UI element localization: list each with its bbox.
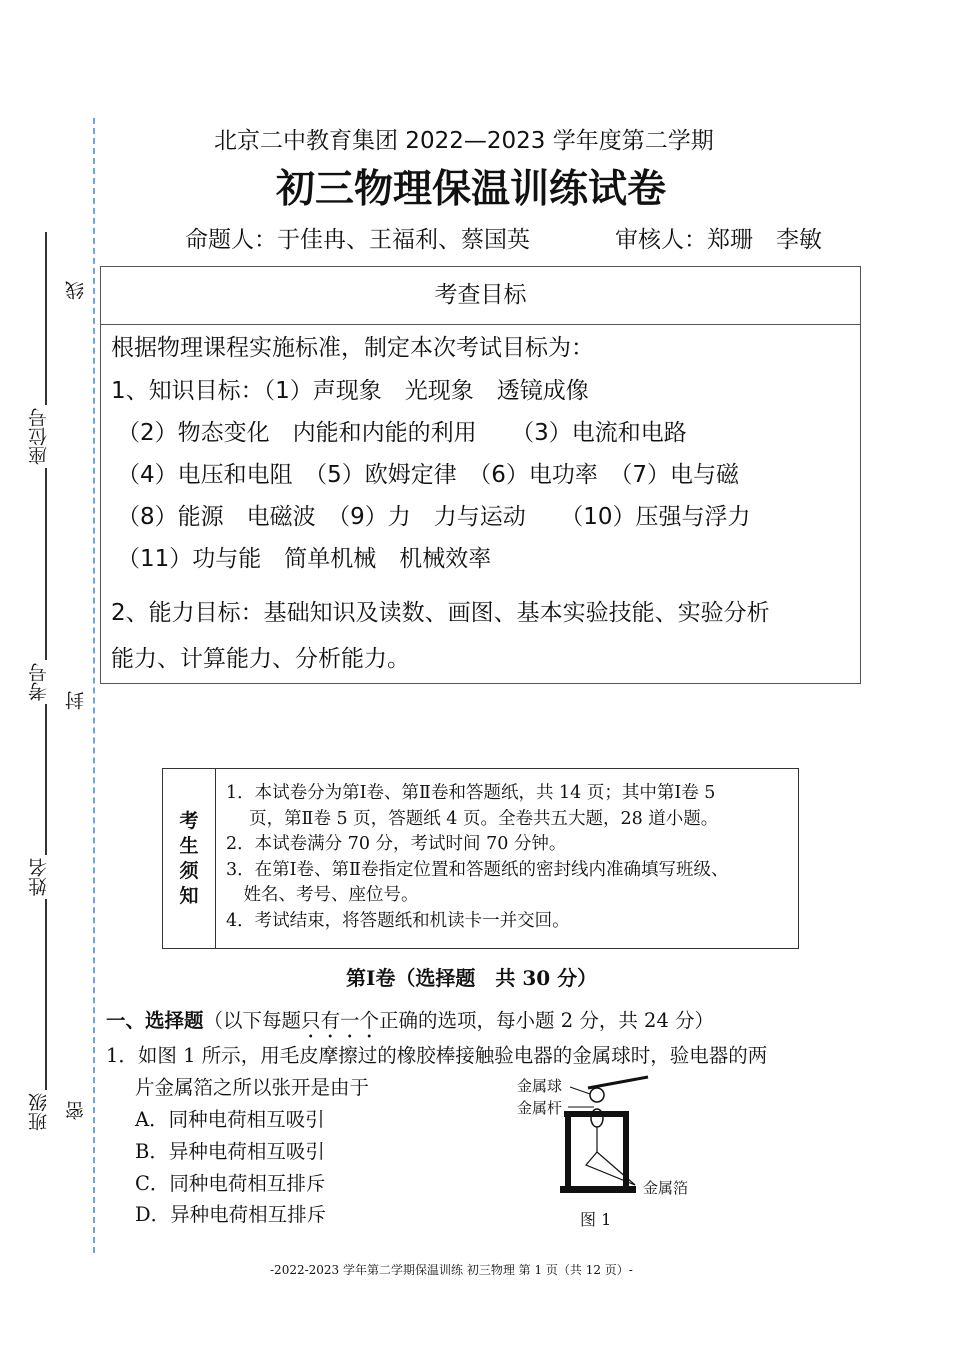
notice-box: [162, 768, 799, 949]
seal-mark-line: 线: [62, 278, 89, 303]
name-label: 姓名: [25, 855, 52, 899]
notice-items: [216, 769, 728, 948]
notice-item: 1．本试卷分为第Ⅰ卷、第Ⅱ卷和答题纸，共 14 页；其中第Ⅰ卷 5: [226, 783, 716, 803]
figure-caption: 图 1: [580, 1210, 612, 1229]
notice-label-char: 考: [179, 809, 199, 832]
seal-mark-seal: 封: [62, 688, 89, 713]
section-note: （以下每题: [203, 1009, 302, 1032]
notice-label-char: 生: [179, 834, 199, 857]
notice-item: 姓名、考号、座位号。: [226, 885, 419, 905]
notice-item: 页，第Ⅱ卷 5 页，答题纸 4 页。全卷共五大题，28 道小题。: [226, 808, 719, 829]
notice-label-char: 知: [179, 884, 199, 907]
seat-number-label: 座位号: [25, 405, 52, 468]
notice-label-char: 须: [179, 859, 199, 882]
objectives-box: [100, 266, 861, 684]
option-b: B．异种电荷相互吸引: [135, 1140, 325, 1163]
objective-line: 根据物理课程实施标准，制定本次考试目标为：: [111, 335, 594, 361]
notice-label: [163, 769, 216, 948]
figure-label-foil: 金属箔: [643, 1179, 689, 1197]
figure-label-ball: 金属球: [517, 1077, 563, 1095]
objective-line: 2、能力目标：基础知识及读数、画图、基本实验技能、实验分析: [111, 600, 770, 626]
objective-line: 1、知识目标：（1）声现象 光现象 透镜成像: [111, 378, 589, 404]
school-line: 北京二中教育集团 2022—2023 学年度第二学期: [214, 128, 714, 154]
figure-label-rod: 金属杆: [517, 1099, 563, 1117]
notice-item: 3．在第Ⅰ卷、第Ⅱ卷指定位置和答题纸的密封线内准确填写班级、: [226, 859, 729, 880]
question-stem: 1．如图 1 所示，用毛皮摩擦过的橡胶棒接触验电器的金属球时，验电器的两: [106, 1044, 768, 1067]
exam-title: 初三物理保温训练试卷: [276, 167, 667, 212]
page-footer: -2022-2023 学年第二学期保温训练 初三物理 第 1 页（共 12 页）-: [270, 1263, 633, 1277]
objective-line: （11）功与能 简单机械 机械效率: [117, 546, 492, 572]
class-label: 班级: [25, 1090, 52, 1134]
option-c: C．同种电荷相互排斥: [135, 1172, 326, 1195]
option-a: A．同种电荷相互吸引: [135, 1108, 325, 1131]
seal-mark-secret: 密: [62, 1098, 89, 1123]
section-note-emphasis: 只有一个: [301, 1009, 380, 1032]
section-label: 一、选择题: [106, 1009, 204, 1032]
authors: 命题人：于佳冉、王福利、蔡国英: [185, 227, 530, 253]
notice-item: 2．本试卷满分 70 分，考试时间 70 分钟。: [226, 834, 567, 854]
option-d: D．异种电荷相互排斥: [135, 1203, 327, 1226]
notice-item: 4．考试结束，将答题纸和机读卡一并交回。: [226, 910, 570, 931]
seal-dashed-line: [93, 118, 95, 1253]
objective-line: 能力、计算能力、分析能力。: [111, 646, 410, 672]
question-stem: 片金属箔之所以张开是由于: [135, 1076, 370, 1099]
objective-line: （4）电压和电阻 （5）欧姆定律 （6）电功率 （7）电与磁: [117, 462, 740, 488]
objective-line: （2）物态变化 内能和内能的利用 （3）电流和电路: [117, 420, 687, 446]
section-note: 正确的选项，每小题 2 分，共 24 分）: [379, 1009, 715, 1032]
objective-line: （8）能源 电磁波 （9）力 力与运动 （10）压强与浮力: [117, 504, 751, 530]
part1-title: 第Ⅰ卷（选择题 共 30 分）: [346, 966, 598, 990]
objectives-heading: 考查目标: [101, 267, 860, 325]
reviewers: 审核人：郑珊 李敏: [615, 227, 822, 253]
section-heading: [106, 1005, 714, 1043]
exam-number-label: 考号: [25, 660, 52, 704]
